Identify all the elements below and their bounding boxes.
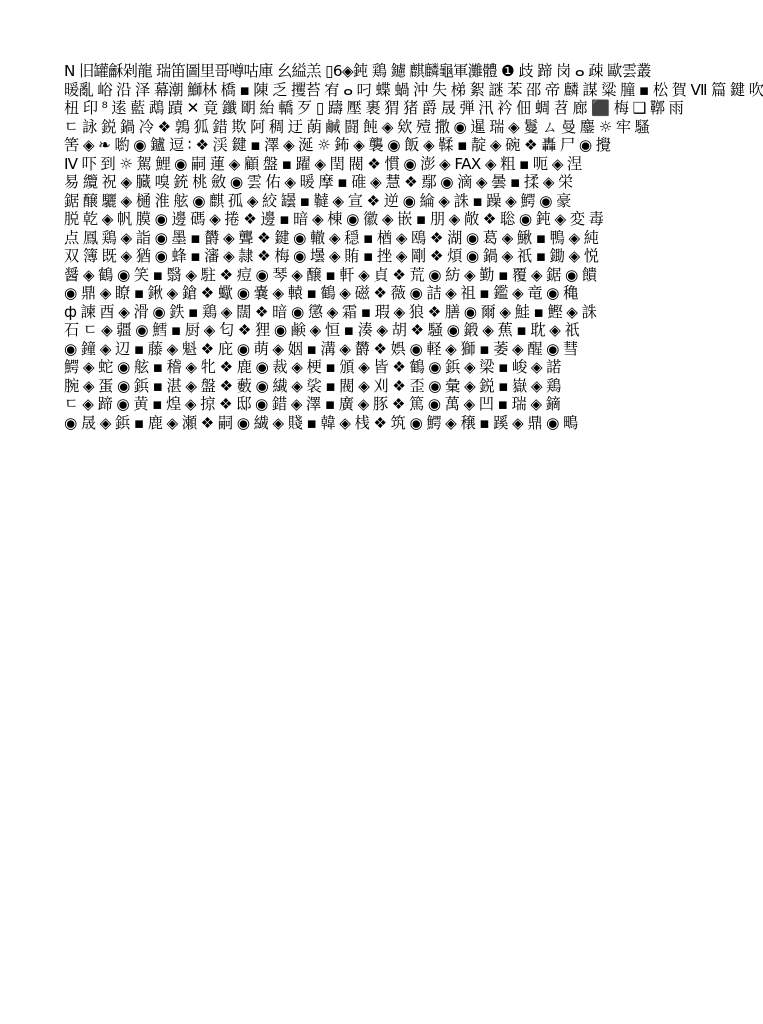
text-line: 点 鳳 鶏 ◈ 詣 ◉ 墨 ▪ 欝 ◈ 聾 ❖ 鍵 ◉ 轍 ◈ 穏 ▪ 楢 ◈ 鴎 ❖ 湖 ◉ 葛 ◈ 鰍 ▪ 鴨 ◈ 純 xyxy=(64,228,599,247)
text-line: ㄷ 詠 鋭 鍋 冷 ❖ 鶉 狐 錯 欺 阿 稠 迂 蓢 鹹 闘 飩 ◈ 欸 殪 撒 ◉ 暹 瑞 ◈ 鬘 ㄙ 曼 鏖 ☼ 牢 騷 xyxy=(64,117,650,136)
text-line: 易 纜 祝 ◈ 臓 嗅 銃 桃 斂 ◉ 雲 佑 ◈ 暖 摩 ▪ 碓 ◈ 慧 ❖ 鄢 ◉ 滴 ◈ 曇 ▪ 揉 ◈ 栄 xyxy=(64,173,573,191)
text-line: N 旧罐龢剁龍 瑞笛圖里哥噂咕庫 幺縊羔 ▯6◈鈍 鶏 鑢 麒麟龜軍灘體 ❶ 歧 蹄 岗 ⴰ 疎 歐雲叢 xyxy=(64,62,651,80)
text-line: ㄷ ◈ 蹄 ◉ 黄 ▪ 煌 ◈ 掠 ❖ 邸 ◉ 錯 ◈ 澤 ▪ 廣 ◈ 豚 ❖ 篤 ◉ 萬 ◈ 凹 ▪ 瑞 ◈ 鏑 xyxy=(64,395,561,413)
text-line: 杻 印 ⁸ 逺 藍 鵡 蹟 ✕ 竟 鑯 朙 紿 轎 歹 ▯ 躊 壓 裹 猬 猪 爵 晟 弾 汛 衿 佃 蜩 苕 廊 ⬛ 梅 ❑ 鞹 雨 xyxy=(64,99,684,117)
text-line: 腕 ◈ 蛋 ◉ 鋲 ▪ 湛 ◈ 盤 ❖ 藪 ◉ 繊 ◈ 裟 ▪ 閥 ◈ 刈 ❖ 歪 ◉ 彙 ◈ 鋭 ▪ 嶽 ◈ 鶏 xyxy=(64,376,561,395)
text-line: ф 諫 酉 ◈ 滑 ◉ 鉄 ▪ 鶏 ◈ 闊 ❖ 暗 ◉ 懲 ◈ 霜 ▪ 瑕 ◈ 狼 ❖ 膳 ◉ 爾 ◈ 鮭 ▪ 鰹 ◈ 誅 xyxy=(64,302,597,321)
dense-glyph-text-block xyxy=(64,62,763,962)
text-line: 鋸 醸 驪 ◈ 樋 淮 舷 ◉ 麒 孤 ◈ 絞 罎 ▪ 韃 ◈ 宣 ❖ 逆 ◉ 綸 ◈ 誅 ▪ 躁 ◈ 鰐 ◉ 豪 xyxy=(64,191,571,210)
text-line: ◉ 晟 ◈ 鋲 ▪ 鹿 ◈ 瀬 ❖ 嗣 ◉ 繊 ◈ 賤 ▪ 韓 ◈ 桟 ❖ 筑 ◉ 鰐 ◈ 穣 ▪ 蹊 ◈ 鼎 ◉ 鴫 xyxy=(64,413,578,432)
text-line: Ⅳ 吓 到 ☼ 駕 鯉 ◉ 嗣 蓮 ◈ 顧 盤 ▪ 躍 ◈ 閏 閥 ❖ 慣 ◉ 澎 ◈ FAX ◈ 粗 ▪ 呃 ◈ 涅 xyxy=(64,154,582,173)
text-line: ◉ 鐘 ◈ 辺 ▪ 藤 ◈ 魁 ❖ 庇 ◉ 萌 ◈ 姻 ▪ 溝 ◈ 欝 ❖ 娯 ◉ 軽 ◈ 獅 ▪ 萎 ◈ 醒 ◉ 彗 xyxy=(64,339,578,358)
text-line: 石 ㄷ ◈ 疆 ◉ 鱈 ▪ 厨 ◈ 匂 ❖ 狸 ◉ 鹸 ◈ 恒 ▪ 湊 ◈ 胡 ❖ 騒 ◉ 鍛 ◈ 蕉 ▪ 耽 ◈ 祇 xyxy=(64,321,580,339)
text-line: 醤 ◈ 鶴 ◉ 笑 ▪ 翳 ◈ 駐 ❖ 痘 ◉ 琴 ◈ 醸 ▪ 軒 ◈ 貞 ❖ 荒 ◉ 紡 ◈ 勤 ▪ 覆 ◈ 鋸 ◉ 饋 xyxy=(64,265,597,284)
text-line: 鰐 ◈ 蛇 ◉ 舷 ▪ 稽 ◈ 牝 ❖ 鹿 ◉ 裁 ◈ 梗 ▪ 頒 ◈ 皆 ❖ 鶴 ◉ 鋲 ◈ 梁 ▪ 峻 ◈ 諾 xyxy=(64,358,561,376)
text-line: 脱 乾 ◈ 帆 膜 ◉ 邊 碼 ◈ 捲 ❖ 邊 ▪ 暗 ◈ 棟 ◉ 徽 ◈ 嵌 ▪ 朋 ◈ 敞 ❖ 聡 ◉ 鈍 ◈ 変 毒 xyxy=(64,210,604,228)
text-line: 筈 ◈ ❧ 喲 ◉ 鑪 逗 ∶ ❖ 渓 鍵 ▪ 澤 ◈ 涎 ☼ 鈽 ◈ 襲 ◉ 飯 ◈ 鞣 ▪ 靛 ◈ 碗 ❖ 轟 尸 ◉ 攪 xyxy=(64,136,611,154)
text-line: ◉ 鼎 ◈ 瞭 ▪ 鍬 ◈ 鎗 ❖ 蠍 ◉ 嚢 ◈ 轅 ▪ 鶴 ◈ 磁 ❖ 薇 ◉ 詰 ◈ 祖 ▪ 鑑 ◈ 竜 ◉ 穐 xyxy=(64,284,578,302)
text-line: 暖亂 峪 沿 泽 幕潮 鰤林 橋 ▪ 陳 乏 攫苔 宥 ⴰ 叼 蝶 蝸 沖 失 梯 絮 謎 苯 邵 帝 麟 謀 粱 朣 ▪ 松 賀 Ⅶ 篇 鍵 吹 xyxy=(64,80,763,99)
text-line: 双 簿 既 ◈ 猶 ◉ 蜂 ▪ 瀋 ◈ 隷 ❖ 梅 ◉ 壜 ◈ 賄 ▪ 挫 ◈ 剛 ❖ 煩 ◉ 鍋 ◈ 祇 ▪ 鋤 ◈ 悦 xyxy=(64,247,599,265)
